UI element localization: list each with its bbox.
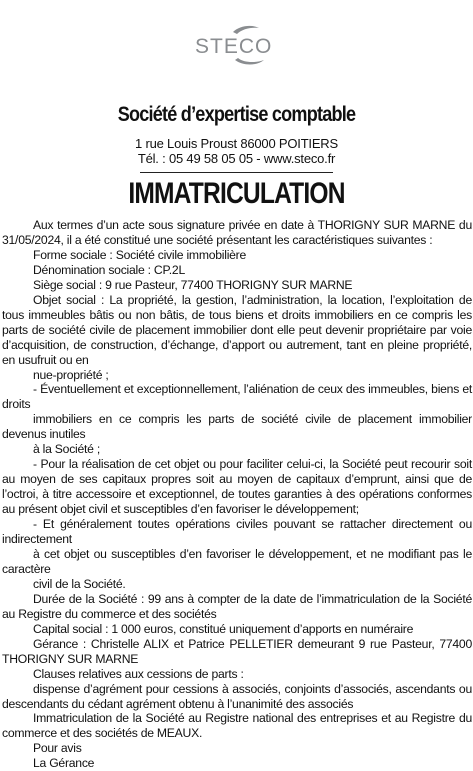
notice-paragraph-alienation: - Éventuellement et exceptionnellement, l’aliénation de ceux des immeubles, biens et droits xyxy=(2,382,472,412)
notice-paragraph-real-estate: immobiliers en ce compris les parts de société civile de placement immobilier devenus inutiles xyxy=(2,412,472,442)
header-divider xyxy=(140,172,333,173)
notice-paragraph-purpose: Objet social : La propriété, la gestion, l’administration, la location, l’exploitation de tous immeubles bâtis ou non bâtis, de tous biens et droits immobiliers en ce compris les parts de société civile de placement immobilier dont elle peut devenir propriétaire par voie d’acquisition, de construction, d’échange, d’apport ou autrement, tant en pleine propriété, en usufruit ou en xyxy=(2,292,472,367)
notice-paragraph-intro: Aux termes d’un acte sous signature privée en date à THORIGNY SUR MARNE du 31/05/2024, il a été constitué une société présentant les caractéristiques suivantes : xyxy=(2,218,472,247)
notice-title: IMMATRICULATION xyxy=(128,177,345,210)
notice-paragraph-civil: civil de la Société. xyxy=(33,576,126,591)
notice-paragraph-general: - Et généralement toutes opérations civiles pouvant se rattacher directement ou indirectement xyxy=(2,517,472,547)
notice-paragraph-form: Forme sociale : Société civile immobilière xyxy=(33,247,247,262)
firm-name: Société d’expertise comptable xyxy=(117,103,356,126)
notice-signature: La Gérance xyxy=(33,756,95,771)
steco-logo-text: STECO xyxy=(195,35,273,58)
firm-address: 1 rue Louis Proust 86000 POITIERS xyxy=(135,136,338,151)
notice-body xyxy=(2,218,472,771)
notice-paragraph-name: Dénomination sociale : CP.2L xyxy=(33,262,185,277)
firm-contact: Tél. : 05 49 58 05 05 - www.steco.fr xyxy=(137,151,336,166)
notice-paragraph-approval: dispense d’agrément pour cessions à associés, conjoints d’associés, ascendants ou descendants du cédant agrément obtenu à l’unanimité des associés xyxy=(2,681,472,711)
notice-paragraph-object-link: à cet objet ou susceptibles d’en favoriser le développement, et ne modifiant pas le caractère xyxy=(2,546,472,576)
notice-paragraph-duration: Durée de la Société : 99 ans à compter de la date de l’immatriculation de la Société au Registre du commerce et des sociétés xyxy=(2,591,472,621)
notice-paragraph-seat: Siège social : 9 rue Pasteur, 77400 THORIGNY SUR MARNE xyxy=(33,277,353,292)
notice-paragraph-registration: Immatriculation de la Société au Registre national des entreprises et au Registre du commerce et des sociétés de MEAUX. xyxy=(2,711,472,741)
notice-paragraph-financing: - Pour la réalisation de cet objet ou pour faciliter celui-ci, la Société peut recourir soit au moyen de ses capitaux propres soit au moyen de capitaux d’emprunt, ainsi que de l’octroi, à titre accessoire et exceptionnel, de toutes garanties à des opérations conformes au présent objet civil et susceptibles d’en favoriser le développement; xyxy=(2,457,472,517)
notice-paragraph-capital: Capital social : 1 000 euros, constitué uniquement d’apports en numéraire xyxy=(33,621,414,636)
steco-logo-graphic xyxy=(193,22,281,70)
notice-closing: Pour avis xyxy=(33,741,82,756)
steco-logo xyxy=(193,22,281,70)
notice-paragraph-to-company: à la Société ; xyxy=(33,442,100,457)
notice-paragraph-management: Gérance : Christelle ALIX et Patrice PELLETIER demeurant 9 rue Pasteur, 77400 THORIGNY SUR MARNE xyxy=(2,636,472,666)
notice-paragraph-bare-ownership: nue-propriété ; xyxy=(33,367,109,382)
notice-paragraph-transfer-clauses: Clauses relatives aux cessions de parts : xyxy=(33,666,244,681)
